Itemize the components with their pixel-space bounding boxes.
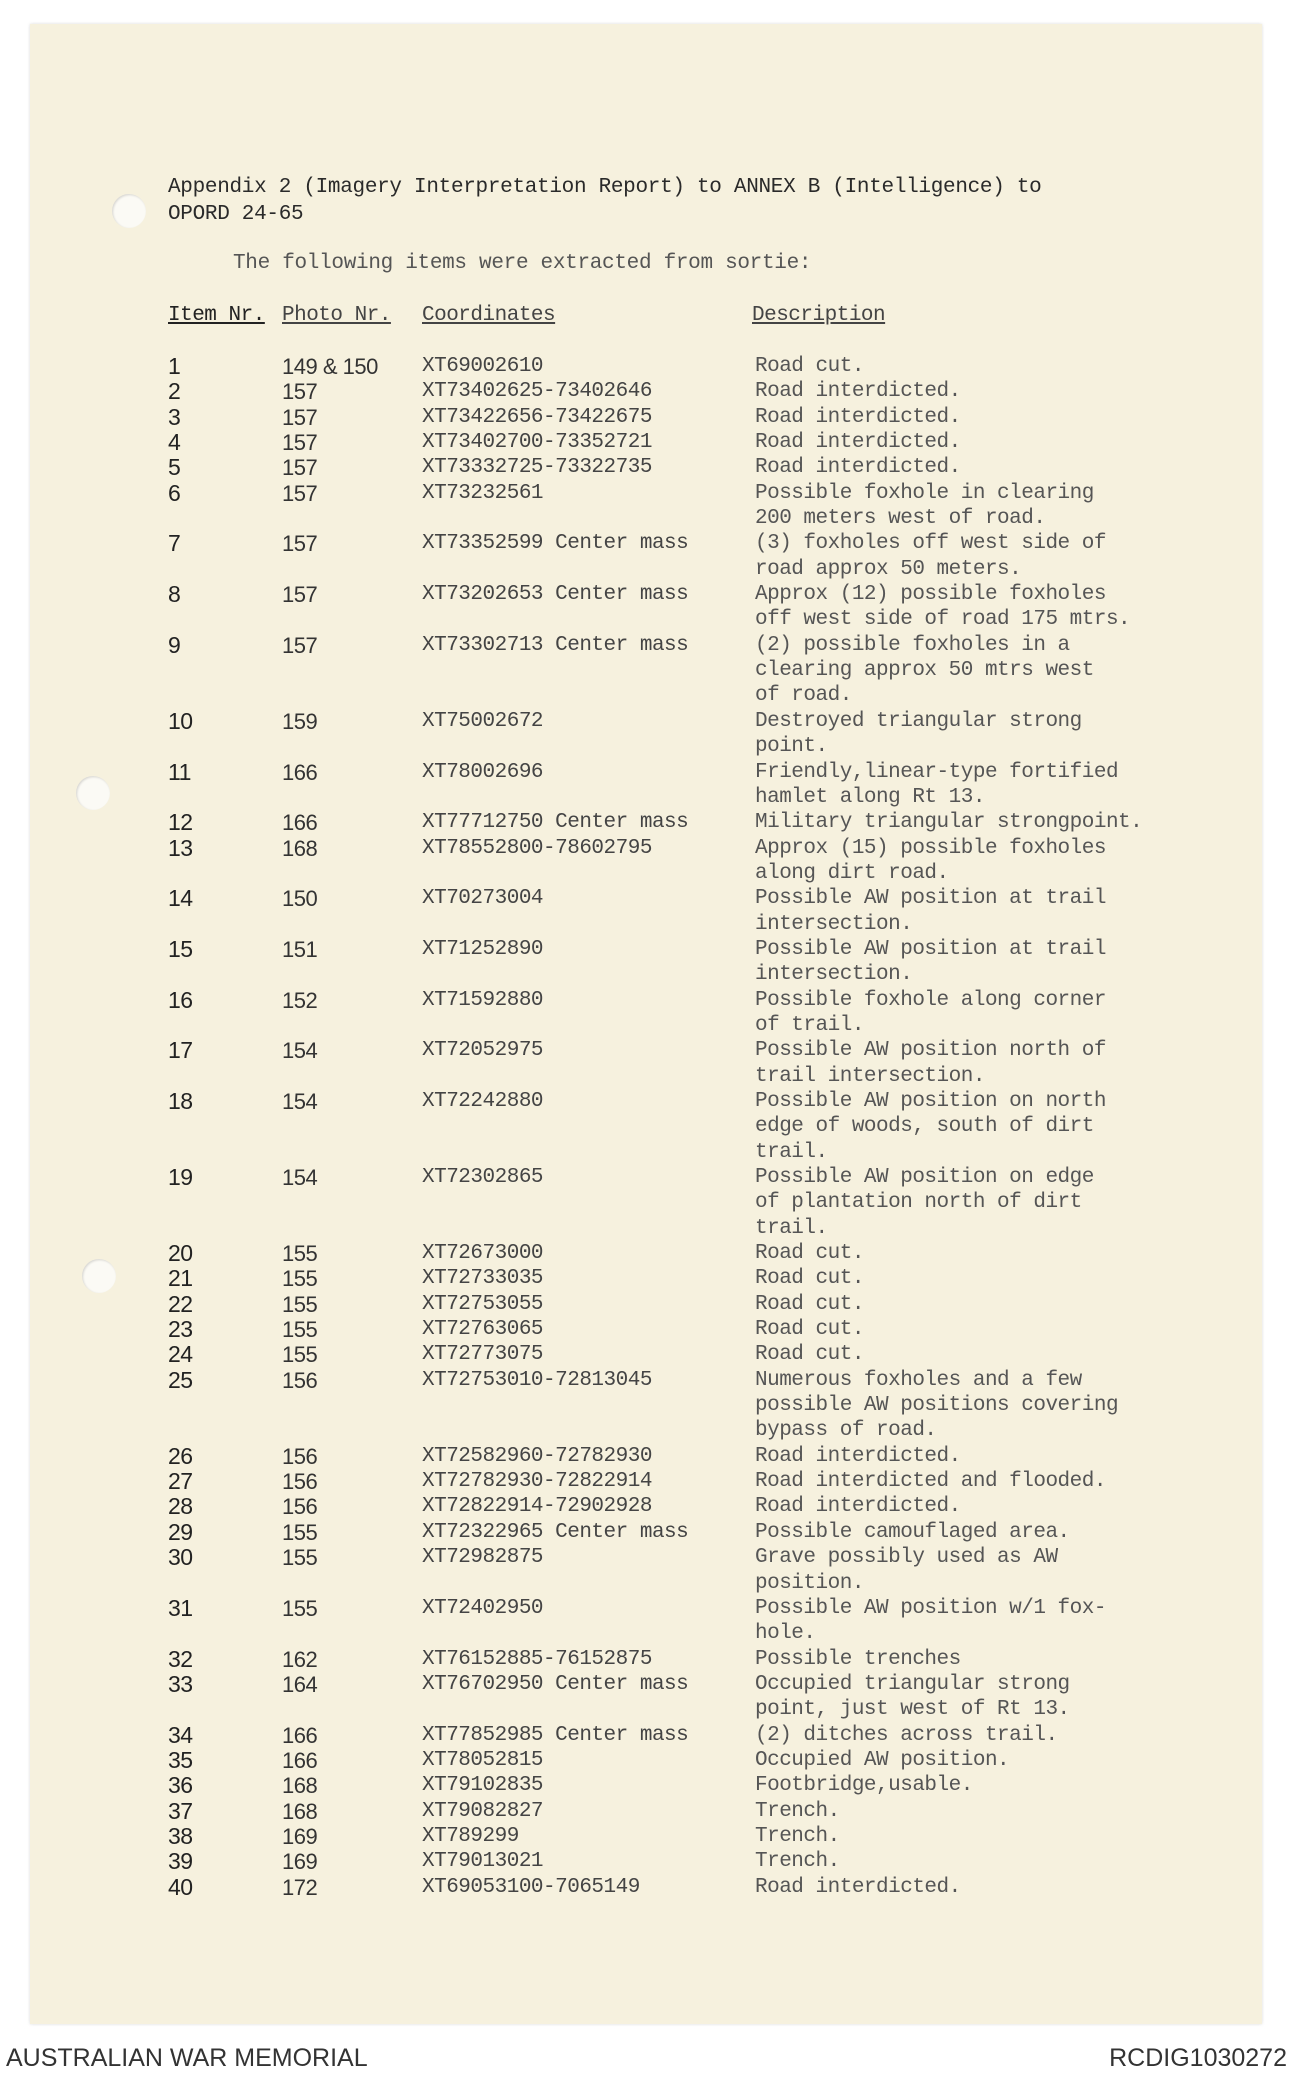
item-number: 40 xyxy=(168,1873,193,1900)
description xyxy=(755,810,1295,835)
coordinates: XT71592880 xyxy=(422,988,544,1012)
item-number: 4 xyxy=(168,429,181,456)
description xyxy=(755,1824,1295,1849)
photo-number: 166 xyxy=(282,1747,318,1773)
coordinates: XT78552800-78602795 xyxy=(422,836,652,860)
table-row xyxy=(0,1545,1295,1596)
table-row xyxy=(0,1723,1295,1748)
photo-number: 151 xyxy=(282,936,318,962)
photo-number: 155 xyxy=(282,1342,318,1368)
item-number: 14 xyxy=(168,885,193,912)
coordinates: XT73202653 Center mass xyxy=(422,583,689,607)
description-line: Friendly,linear-type fortified xyxy=(755,760,1119,784)
description xyxy=(755,988,1295,1039)
description-line: Road interdicted. xyxy=(755,1444,961,1468)
description xyxy=(755,455,1295,480)
description xyxy=(755,709,1295,760)
table-row xyxy=(0,886,1295,937)
table-row xyxy=(0,531,1295,582)
table-row xyxy=(0,1773,1295,1798)
photo-number: 154 xyxy=(282,1088,318,1114)
item-number: 10 xyxy=(168,707,193,734)
table-row xyxy=(0,354,1295,379)
description xyxy=(755,1849,1295,1874)
description-line: trail. xyxy=(755,1140,828,1164)
table-row xyxy=(0,582,1295,633)
photo-number: 164 xyxy=(282,1671,318,1697)
coordinates: XT72733035 xyxy=(422,1267,544,1291)
item-number: 28 xyxy=(168,1493,193,1520)
photo-number: 172 xyxy=(282,1874,318,1900)
description xyxy=(755,1368,1295,1444)
table-row xyxy=(0,405,1295,430)
description-line: Road interdicted. xyxy=(755,1875,961,1899)
header-photo: Photo Nr. xyxy=(282,304,391,327)
coordinates: XT76152885-76152875 xyxy=(422,1647,652,1671)
photo-number: 156 xyxy=(282,1469,318,1495)
description xyxy=(755,481,1295,532)
photo-number: 157 xyxy=(282,404,318,430)
coordinates: XT73332725-73322735 xyxy=(422,456,652,480)
description xyxy=(755,1469,1295,1494)
coordinates: XT73402625-73402646 xyxy=(422,380,652,404)
photo-number: 155 xyxy=(282,1595,318,1621)
coordinates: XT79082827 xyxy=(422,1799,544,1823)
coordinates: XT73402700-73352721 xyxy=(422,431,652,455)
photo-number: 156 xyxy=(282,1367,318,1393)
description-line: Road cut. xyxy=(755,1267,864,1291)
photo-number: 168 xyxy=(282,835,318,861)
table-row xyxy=(0,633,1295,709)
description-line: Military triangular strongpoint. xyxy=(755,811,1143,835)
item-number: 32 xyxy=(168,1645,193,1672)
coordinates: XT73422656-73422675 xyxy=(422,405,652,429)
coordinates: XT70273004 xyxy=(422,887,544,911)
description-line: point. xyxy=(755,735,828,759)
coordinates: XT72052975 xyxy=(422,1039,544,1063)
description-line: hole. xyxy=(755,1622,816,1646)
coordinates: XT78002696 xyxy=(422,760,544,784)
item-number: 17 xyxy=(168,1037,193,1064)
description xyxy=(755,1545,1295,1596)
items-table xyxy=(0,354,1295,1900)
description-line: off west side of road 175 mtrs. xyxy=(755,608,1131,632)
photo-number: 169 xyxy=(282,1849,318,1875)
description-line: possible AW positions covering xyxy=(755,1394,1119,1418)
table-row xyxy=(0,1494,1295,1519)
description xyxy=(755,760,1295,811)
photo-number: 156 xyxy=(282,1443,318,1469)
photo-number: 155 xyxy=(282,1291,318,1317)
description-line: position. xyxy=(755,1571,864,1595)
item-number: 11 xyxy=(168,758,191,785)
header-description: Description xyxy=(752,304,886,327)
description-line: of plantation north of dirt xyxy=(755,1191,1082,1215)
description xyxy=(755,1292,1295,1317)
description xyxy=(755,1672,1295,1723)
description xyxy=(755,354,1295,379)
item-number: 7 xyxy=(168,530,181,557)
description-line: Approx (12) possible foxholes xyxy=(755,583,1106,607)
coordinates: XT73232561 xyxy=(422,481,544,505)
description-line: road approx 50 meters. xyxy=(755,557,1022,581)
description-line: Road cut. xyxy=(755,1292,864,1316)
description-line: trail intersection. xyxy=(755,1064,985,1088)
footer-archive-name: AUSTRALIAN WAR MEMORIAL xyxy=(6,2044,368,2072)
item-number: 1 xyxy=(168,353,181,379)
coordinates: XT72302865 xyxy=(422,1166,544,1189)
table-row xyxy=(0,1342,1295,1367)
photo-number: 169 xyxy=(282,1823,318,1849)
table-row xyxy=(0,1469,1295,1494)
item-number: 29 xyxy=(168,1518,193,1545)
item-number: 18 xyxy=(168,1087,193,1114)
footer-record-id: RCDIG1030272 xyxy=(1109,2044,1287,2072)
description-line: Footbridge,usable. xyxy=(755,1774,973,1798)
photo-number: 155 xyxy=(282,1266,318,1292)
description-line: Road interdicted and flooded. xyxy=(755,1470,1106,1494)
photo-number: 156 xyxy=(282,1494,318,1520)
description-line: Occupied triangular strong xyxy=(755,1672,1070,1696)
description xyxy=(755,1748,1295,1773)
description-line: Possible AW position north of xyxy=(755,1039,1106,1063)
description-line: intersection. xyxy=(755,912,913,936)
item-number: 12 xyxy=(168,809,193,836)
photo-number: 166 xyxy=(282,1722,318,1748)
photo-number: 159 xyxy=(282,708,318,734)
description-line: Road cut. xyxy=(755,1343,864,1367)
coordinates: XT76702950 Center mass xyxy=(422,1672,689,1696)
description xyxy=(755,1266,1295,1291)
description-line: Road interdicted. xyxy=(755,456,961,480)
item-number: 15 xyxy=(168,935,193,962)
description xyxy=(755,1596,1295,1647)
table-row xyxy=(0,1266,1295,1291)
coordinates: XT72982875 xyxy=(422,1546,544,1570)
item-number: 27 xyxy=(168,1468,193,1495)
item-number: 5 xyxy=(168,454,181,481)
description xyxy=(755,582,1295,633)
description xyxy=(755,836,1295,887)
coordinates: XT75002672 xyxy=(422,709,544,733)
description xyxy=(755,1799,1295,1824)
description xyxy=(755,430,1295,455)
title-line-2: OPORD 24-65 xyxy=(168,203,304,226)
table-row xyxy=(0,1799,1295,1824)
table-row xyxy=(0,937,1295,988)
description-line: trail. xyxy=(755,1216,828,1240)
coordinates: XT71252890 xyxy=(422,937,544,961)
description xyxy=(755,1647,1295,1672)
description-line: Possible AW position on north xyxy=(755,1089,1106,1113)
photo-number: 162 xyxy=(282,1646,318,1672)
table-row xyxy=(0,1875,1295,1900)
item-number: 19 xyxy=(168,1164,193,1190)
coordinates: XT72322965 Center mass xyxy=(422,1520,689,1544)
coordinates: XT73302713 Center mass xyxy=(422,633,689,657)
table-row xyxy=(0,1748,1295,1773)
title-line-1: Appendix 2 (Imagery Interpretation Report) to ANNEX B (Intelligence) to xyxy=(168,176,1042,199)
description-line: Possible foxhole in clearing xyxy=(755,481,1094,505)
table-row xyxy=(0,1520,1295,1545)
item-number: 21 xyxy=(168,1265,193,1292)
description-line: along dirt road. xyxy=(755,861,949,885)
table-row xyxy=(0,1824,1295,1849)
table-row xyxy=(0,1292,1295,1317)
document-title xyxy=(168,174,1041,228)
description xyxy=(755,937,1295,988)
table-row xyxy=(0,1444,1295,1469)
item-number: 38 xyxy=(168,1822,193,1849)
photo-number: 154 xyxy=(282,1165,318,1190)
coordinates: XT78052815 xyxy=(422,1748,544,1772)
coordinates: XT79102835 xyxy=(422,1774,544,1798)
item-number: 26 xyxy=(168,1442,193,1469)
item-number: 6 xyxy=(168,479,181,506)
coordinates: XT789299 xyxy=(422,1824,519,1848)
coordinates: XT72673000 xyxy=(422,1242,544,1266)
photo-number: 152 xyxy=(282,987,318,1013)
description-line: Road cut. xyxy=(755,355,864,378)
item-number: 2 xyxy=(168,378,181,405)
coordinates: XT72763065 xyxy=(422,1318,544,1342)
coordinates: XT79013021 xyxy=(422,1850,544,1874)
description xyxy=(755,1494,1295,1519)
description-line: Trench. xyxy=(755,1824,840,1848)
photo-number: 149 & 150 xyxy=(282,354,378,379)
table-row xyxy=(0,1038,1295,1089)
description xyxy=(755,1773,1295,1798)
photo-number: 157 xyxy=(282,430,318,456)
photo-number: 155 xyxy=(282,1317,318,1343)
item-number: 9 xyxy=(168,631,181,658)
item-number: 36 xyxy=(168,1772,193,1799)
description-line: Possible camouflaged area. xyxy=(755,1520,1070,1544)
table-row xyxy=(0,481,1295,532)
description-line: Possible trenches xyxy=(755,1647,961,1671)
header-coordinates: Coordinates xyxy=(422,304,556,327)
table-row xyxy=(0,455,1295,480)
photo-number: 166 xyxy=(282,759,318,785)
header-item: Item Nr. xyxy=(168,304,265,327)
description-line: Approx (15) possible foxholes xyxy=(755,836,1106,860)
description-line: Possible AW position at trail xyxy=(755,937,1106,961)
description-line: Possible AW position on edge xyxy=(755,1166,1094,1189)
coordinates: XT77712750 Center mass xyxy=(422,811,689,835)
coordinates: XT72822914-72902928 xyxy=(422,1495,652,1519)
table-row xyxy=(0,1368,1295,1444)
table-row xyxy=(0,988,1295,1039)
item-number: 34 xyxy=(168,1721,193,1748)
description-line: Road interdicted. xyxy=(755,1495,961,1519)
photo-number: 157 xyxy=(282,455,318,481)
description-line: Possible foxhole along corner xyxy=(755,988,1106,1012)
table-row xyxy=(0,1241,1295,1266)
item-number: 13 xyxy=(168,834,193,861)
photo-number: 155 xyxy=(282,1241,318,1267)
coordinates: XT72773075 xyxy=(422,1343,544,1367)
table-row xyxy=(0,430,1295,455)
photo-number: 155 xyxy=(282,1545,318,1571)
description-line: Road interdicted. xyxy=(755,431,961,455)
photo-number: 157 xyxy=(282,531,318,557)
table-row xyxy=(0,379,1295,404)
description xyxy=(755,886,1295,937)
description-line: bypass of road. xyxy=(755,1419,937,1443)
table-row xyxy=(0,1849,1295,1874)
table-row xyxy=(0,1165,1295,1241)
photo-number: 168 xyxy=(282,1798,318,1824)
photo-number: 168 xyxy=(282,1773,318,1799)
description-line: Trench. xyxy=(755,1799,840,1823)
table-row xyxy=(0,1647,1295,1672)
item-number: 16 xyxy=(168,986,193,1013)
description xyxy=(755,405,1295,430)
item-number: 23 xyxy=(168,1316,193,1343)
description-line: Grave possibly used as AW xyxy=(755,1546,1058,1570)
description-line: hamlet along Rt 13. xyxy=(755,785,985,809)
description xyxy=(755,1317,1295,1342)
description-line: of road. xyxy=(755,684,852,708)
description-line: Road interdicted. xyxy=(755,380,961,404)
item-number: 22 xyxy=(168,1290,193,1317)
description xyxy=(755,379,1295,404)
photo-number: 157 xyxy=(282,582,318,608)
photo-number: 150 xyxy=(282,886,318,912)
description xyxy=(755,1165,1295,1241)
description-line: of trail. xyxy=(755,1013,864,1037)
coordinates: XT72753010-72813045 xyxy=(422,1368,652,1392)
item-number: 24 xyxy=(168,1341,193,1368)
description-line: Destroyed triangular strong xyxy=(755,709,1082,733)
description xyxy=(755,1089,1295,1165)
description-line: clearing approx 50 mtrs west xyxy=(755,659,1094,683)
item-number: 39 xyxy=(168,1848,193,1875)
description xyxy=(755,1241,1295,1266)
coordinates: XT73352599 Center mass xyxy=(422,532,689,556)
description-line: Occupied AW position. xyxy=(755,1748,1010,1772)
item-number: 37 xyxy=(168,1797,193,1824)
coordinates: XT77852985 Center mass xyxy=(422,1723,689,1747)
coordinates: XT69002610 xyxy=(422,355,544,378)
item-number: 30 xyxy=(168,1544,193,1571)
description-line: Numerous foxholes and a few xyxy=(755,1368,1082,1392)
table-row xyxy=(0,836,1295,887)
photo-number: 166 xyxy=(282,810,318,836)
item-number: 8 xyxy=(168,581,181,608)
table-row xyxy=(0,709,1295,760)
description-line: Possible AW position w/1 fox- xyxy=(755,1596,1106,1620)
punch-hole xyxy=(112,194,146,228)
description xyxy=(755,1342,1295,1367)
description-line: intersection. xyxy=(755,963,913,987)
photo-number: 157 xyxy=(282,632,318,658)
table-row xyxy=(0,760,1295,811)
item-number: 25 xyxy=(168,1366,193,1393)
description-line: Trench. xyxy=(755,1850,840,1874)
description-line: Road cut. xyxy=(755,1318,864,1342)
table-row xyxy=(0,1317,1295,1342)
photo-number: 155 xyxy=(282,1519,318,1545)
description-line: (3) foxholes off west side of xyxy=(755,532,1106,556)
description-line: Road cut. xyxy=(755,1242,864,1266)
description-line: point, just west of Rt 13. xyxy=(755,1698,1070,1722)
intro-text: The following items were extracted from sortie: xyxy=(233,252,812,275)
description-line: (2) ditches across trail. xyxy=(755,1723,1058,1747)
description xyxy=(755,633,1295,709)
description-line: 200 meters west of road. xyxy=(755,507,1046,531)
table-row xyxy=(0,1672,1295,1723)
coordinates: XT72782930-72822914 xyxy=(422,1470,652,1494)
coordinates: XT72582960-72782930 xyxy=(422,1444,652,1468)
description-line: (2) possible foxholes in a xyxy=(755,633,1070,657)
table-row xyxy=(0,1596,1295,1647)
coordinates: XT72402950 xyxy=(422,1596,544,1620)
description-line: edge of woods, south of dirt xyxy=(755,1115,1094,1139)
description xyxy=(755,1875,1295,1900)
description xyxy=(755,1723,1295,1748)
item-number: 33 xyxy=(168,1670,193,1697)
coordinates: XT69053100-7065149 xyxy=(422,1875,640,1899)
description xyxy=(755,531,1295,582)
photo-number: 157 xyxy=(282,379,318,405)
item-number: 35 xyxy=(168,1746,193,1773)
description-line: Possible AW position at trail xyxy=(755,887,1106,911)
item-number: 3 xyxy=(168,403,181,430)
description-line: Road interdicted. xyxy=(755,405,961,429)
coordinates: XT72242880 xyxy=(422,1089,544,1113)
description xyxy=(755,1038,1295,1089)
description xyxy=(755,1520,1295,1545)
table-row xyxy=(0,810,1295,835)
item-number: 20 xyxy=(168,1240,193,1267)
description xyxy=(755,1444,1295,1469)
photo-number: 154 xyxy=(282,1038,318,1064)
photo-number: 157 xyxy=(282,480,318,506)
table-row xyxy=(0,1089,1295,1165)
coordinates: XT72753055 xyxy=(422,1292,544,1316)
item-number: 31 xyxy=(168,1594,193,1621)
